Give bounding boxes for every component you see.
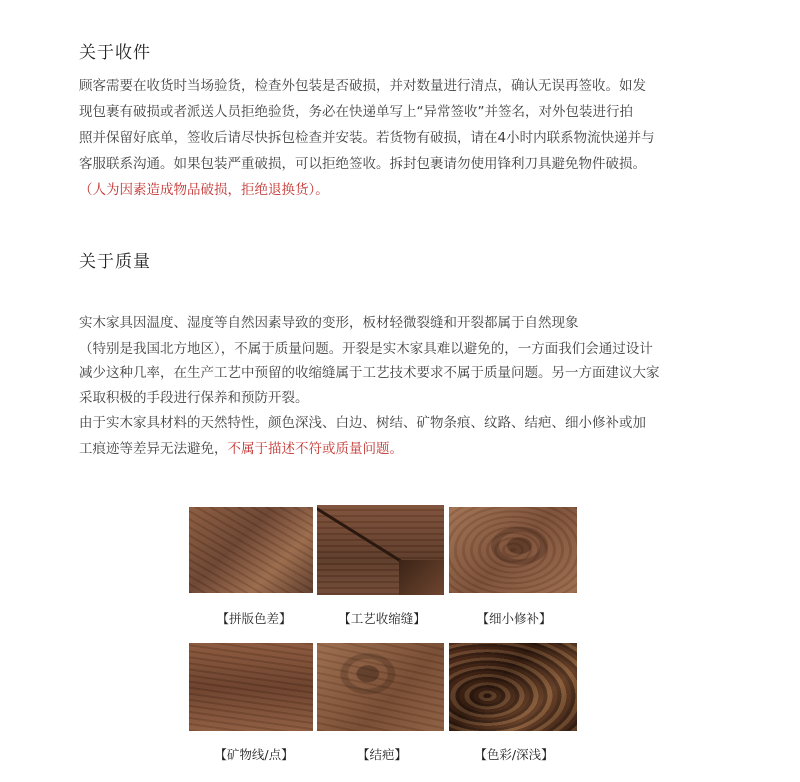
wood-seam-swatch bbox=[317, 505, 444, 595]
wood-color-swatch bbox=[449, 643, 577, 731]
sample-caption: 【矿物线/点】 bbox=[214, 747, 294, 762]
sample-caption: 【色彩/深浅】 bbox=[474, 747, 554, 762]
wood-mineral-swatch bbox=[189, 643, 313, 731]
receipt-heading: 关于收件 bbox=[79, 43, 151, 63]
quality-text-line: 由于实木家具材料的天然特性，颜色深浅、白边、树结、矿物条痕、纹路、结疤、细小修补或加 bbox=[79, 415, 646, 431]
quality-text-line: 采取积极的手段进行保养和预防开裂。 bbox=[79, 390, 309, 406]
quality-text-line: （特别是我国北方地区），不属于质量问题。开裂是实木家具难以避免的，一方面我们会通过设计 bbox=[79, 341, 653, 357]
receipt-text-line: 照并保留好底单，签收后请尽快拆包检查并安装。若货物有破损，请在4小时内联系物流快递并与 bbox=[79, 130, 655, 146]
wood-knot-swatch bbox=[317, 643, 444, 731]
receipt-text-line: 顾客需要在收货时当场验货，检查外包装是否破损，并对数量进行清点，确认无误再签收。如发 bbox=[79, 78, 646, 94]
sample-caption: 【拼版色差】 bbox=[216, 611, 292, 626]
quality-text-line: 实木家具因温度、湿度等自然因素导致的变形，板材轻微裂缝和开裂都属于自然现象 bbox=[79, 315, 579, 331]
sample-caption: 【结疤】 bbox=[356, 747, 407, 762]
receipt-text-line: 现包裹有破损或者派送人员拒绝验货，务必在快递单写上“异常签收”并签名，对外包装进行拍 bbox=[79, 104, 633, 120]
receipt-warning: （人为因素造成物品破损，拒绝退换货）。 bbox=[79, 182, 329, 198]
quality-last-line-text: 工痕迹等差异无法避免， bbox=[79, 441, 228, 457]
receipt-text-line: 客服联系沟通。如果包装严重破损，可以拒绝签收。拆封包裹请勿使用锋利刀具避免物件破损。 bbox=[79, 156, 646, 172]
wood-panel-swatch bbox=[189, 507, 313, 593]
quality-text-line: 减少这种几率，在生产工艺中预留的收缩缝属于工艺技术要求不属于质量问题。另一方面建议大家 bbox=[79, 365, 660, 381]
sample-caption: 【细小修补】 bbox=[476, 611, 552, 626]
quality-heading: 关于质量 bbox=[79, 252, 151, 272]
quality-disclaimer: 不属于描述不符或质量问题。 bbox=[227, 441, 403, 457]
quality-text-line bbox=[79, 438, 403, 460]
sample-caption: 【工艺收缩缝】 bbox=[338, 611, 426, 626]
wood-repair-swatch bbox=[449, 507, 577, 593]
